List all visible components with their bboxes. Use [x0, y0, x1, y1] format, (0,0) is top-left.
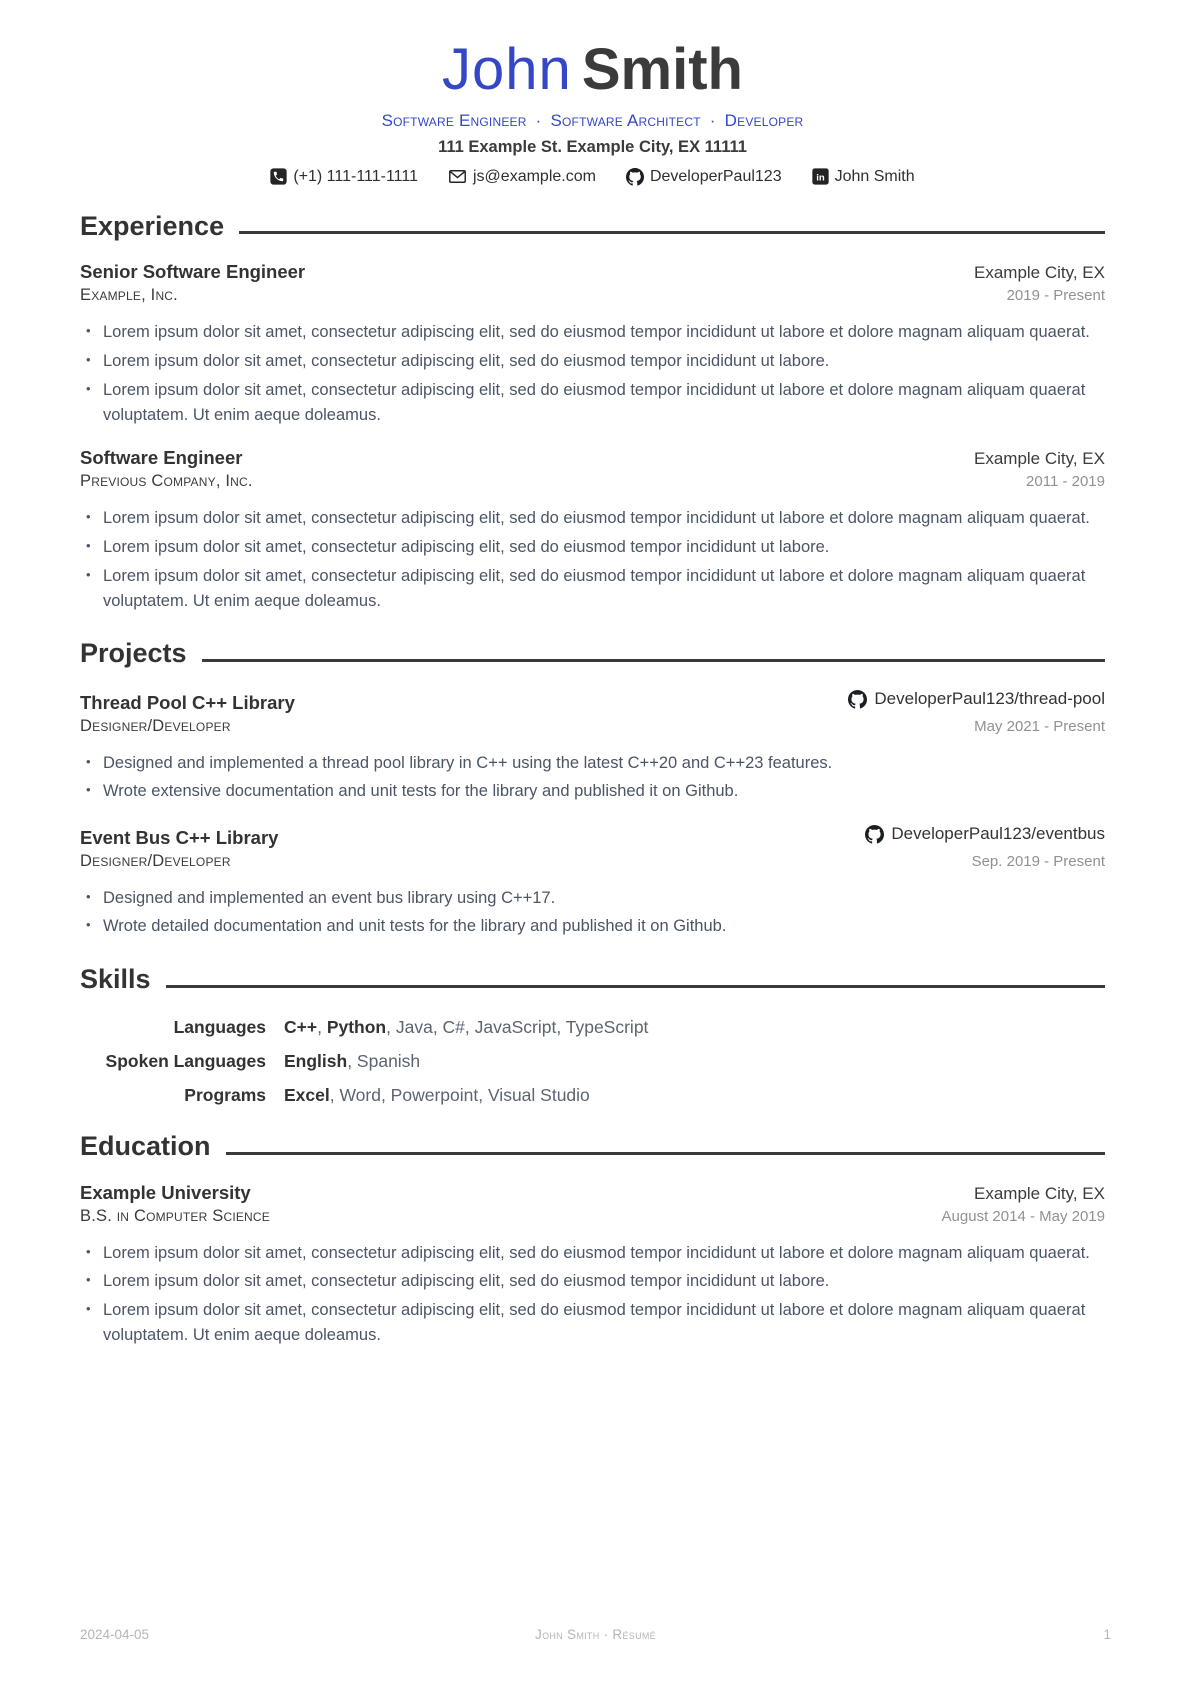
degree-name: B.S. in Computer Science — [80, 1206, 270, 1225]
job-titles — [80, 111, 1105, 131]
footer-title: John Smith · Résumé — [535, 1627, 656, 1642]
skill-item: , Java, C#, JavaScript, TypeScript — [386, 1016, 649, 1037]
bullet-item: • Wrote detailed documentation and unit tests for the library and published it on Github. — [86, 914, 1105, 939]
school-location: Example City, EX — [973, 1183, 1105, 1203]
bullet-item: • Lorem ipsum dolor sit amet, consectetur adipiscing elit, sed do eiusmod tempor incididunt ut labore. — [86, 535, 1105, 560]
project-name: Thread Pool C++ Library — [80, 691, 295, 713]
project-entry — [80, 824, 1105, 939]
linkedin-link[interactable] — [812, 168, 915, 186]
phone-icon — [270, 168, 287, 185]
section-education — [80, 1132, 1105, 1348]
section-header — [80, 639, 1105, 669]
skill-category: Spoken Languages — [105, 1050, 266, 1071]
repo-name: DeveloperPaul123/thread-pool — [874, 689, 1105, 709]
skill-item: English — [284, 1050, 348, 1071]
section-title: Projects — [80, 638, 187, 669]
svg-text:in: in — [815, 172, 825, 184]
repo-name: DeveloperPaul123/eventbus — [891, 824, 1105, 844]
project-dates: May 2021 - Present — [974, 717, 1105, 735]
company-name: Previous Company, Inc. — [80, 472, 253, 491]
entry-subheader-line — [80, 469, 1105, 491]
first-name: John — [442, 37, 572, 102]
job-title: Developer — [724, 110, 804, 130]
footer-date: 2024-04-05 — [80, 1627, 150, 1642]
project-repo-link[interactable] — [865, 824, 1105, 844]
github-username: DeveloperPaul123 — [649, 167, 782, 185]
job-title: Software Engineer — [381, 110, 527, 130]
section-experience — [80, 212, 1105, 614]
entry-header-line — [80, 824, 1105, 849]
company-name: Example, Inc. — [80, 286, 178, 305]
page-footer — [80, 1627, 1111, 1642]
job-dates: 2011 - 2019 — [1026, 473, 1105, 491]
contact-row — [80, 168, 1105, 186]
last-name: Smith — [581, 37, 743, 102]
job-dates: 2019 - Present — [1006, 287, 1105, 305]
bullet-item: • Lorem ipsum dolor sit amet, consectetur adipiscing elit, sed do eiusmod tempor incididunt ut labore et dolore magnam aliquam quaerat voluptatem. Ut enim aeque doleamus. — [86, 378, 1105, 428]
skill-values — [284, 1017, 1105, 1038]
bullet-item: • Lorem ipsum dolor sit amet, consectetur adipiscing elit, sed do eiusmod tempor incididunt ut labore et dolore magnam aliquam quaerat. — [86, 320, 1105, 345]
bullet-item: • Lorem ipsum dolor sit amet, consectetur adipiscing elit, sed do eiusmod tempor incididunt ut labore et dolore magnam aliquam quaerat voluptatem. Ut enim aeque doleamus. — [86, 1298, 1105, 1348]
section-projects — [80, 639, 1105, 939]
skill-item: Excel — [284, 1084, 330, 1105]
project-repo-link[interactable] — [848, 689, 1105, 709]
footer-page-number: 1 — [1103, 1627, 1112, 1642]
project-entry — [80, 689, 1105, 804]
project-role: Designer/Developer — [80, 716, 231, 735]
bullet-item: • Lorem ipsum dolor sit amet, consectetur adipiscing elit, sed do eiusmod tempor incididunt ut labore et dolore magnam aliquam quaerat. — [86, 1241, 1105, 1266]
entry-subheader-line — [80, 283, 1105, 305]
entry-header-line — [80, 689, 1105, 714]
phone-number: (+1) 111-111-1111 — [293, 167, 418, 185]
github-icon — [865, 825, 884, 844]
resume-header — [80, 38, 1105, 186]
github-icon — [848, 690, 867, 709]
full-name — [80, 38, 1105, 102]
job-bullets — [80, 506, 1105, 613]
section-rule — [202, 659, 1105, 662]
section-header — [80, 1132, 1105, 1162]
bullet-item: • Designed and implemented an event bus library using C++17. — [86, 886, 1105, 911]
github-link[interactable] — [626, 168, 782, 186]
project-bullets — [80, 751, 1105, 805]
experience-entry — [80, 261, 1105, 427]
entry-subheader-line — [80, 1204, 1105, 1226]
title-separator: · — [535, 110, 542, 130]
section-header — [80, 212, 1105, 242]
bullet-item: • Lorem ipsum dolor sit amet, consectetur adipiscing elit, sed do eiusmod tempor incididunt ut labore et dolore magnam aliquam quaerat voluptatem. Ut enim aeque doleamus. — [86, 564, 1105, 614]
section-rule — [226, 1152, 1105, 1155]
job-position: Senior Software Engineer — [80, 261, 306, 283]
section-rule — [166, 985, 1105, 988]
github-icon — [626, 168, 644, 186]
bullet-item: • Lorem ipsum dolor sit amet, consectetur adipiscing elit, sed do eiusmod tempor incididunt ut labore et dolore magnam aliquam quaerat. — [86, 506, 1105, 531]
entry-subheader-line — [80, 714, 1105, 736]
job-position: Software Engineer — [80, 447, 243, 469]
bullet-item: • Lorem ipsum dolor sit amet, consectetur adipiscing elit, sed do eiusmod tempor incididunt ut labore. — [86, 1269, 1105, 1294]
section-header — [80, 965, 1105, 995]
title-separator: · — [709, 110, 716, 130]
job-location: Example City, EX — [973, 449, 1105, 469]
section-rule — [239, 231, 1105, 234]
section-title: Skills — [80, 964, 151, 995]
skill-values — [284, 1051, 1105, 1072]
education-bullets — [80, 1241, 1105, 1348]
skill-item: C++ — [284, 1016, 318, 1037]
mail-icon — [448, 168, 467, 185]
job-location: Example City, EX — [973, 263, 1105, 283]
job-title: Software Architect — [550, 110, 701, 130]
entry-header-line — [80, 261, 1105, 283]
email-address: js@example.com — [473, 167, 596, 185]
education-dates: August 2014 - May 2019 — [941, 1207, 1105, 1225]
linkedin-icon — [812, 168, 829, 185]
skill-item: , Word, Powerpoint, Visual Studio — [329, 1084, 590, 1105]
education-entry — [80, 1182, 1105, 1348]
phone-link[interactable] — [270, 168, 418, 186]
entry-header-line — [80, 447, 1105, 469]
entry-subheader-line — [80, 849, 1105, 871]
project-role: Designer/Developer — [80, 851, 231, 870]
project-name: Event Bus C++ Library — [80, 826, 279, 848]
skill-item: Python — [326, 1016, 387, 1037]
project-dates: Sep. 2019 - Present — [971, 852, 1105, 870]
section-title: Experience — [80, 210, 225, 241]
school-name: Example University — [80, 1181, 251, 1203]
email-link[interactable] — [448, 168, 596, 186]
section-skills — [80, 965, 1105, 1106]
bullet-item: • Designed and implemented a thread pool library in C++ using the latest C++20 and C++23 features. — [86, 751, 1105, 776]
linkedin-name: John Smith — [834, 167, 915, 185]
project-bullets — [80, 886, 1105, 940]
job-bullets — [80, 320, 1105, 427]
section-title: Education — [80, 1130, 211, 1161]
bullet-item: • Wrote extensive documentation and unit tests for the library and published it on Github. — [86, 779, 1105, 804]
skill-values — [284, 1085, 1105, 1106]
entry-header-line — [80, 1182, 1105, 1204]
skill-item: , Spanish — [347, 1050, 421, 1071]
skill-category: Languages — [173, 1016, 266, 1037]
skill-category: Programs — [184, 1084, 266, 1105]
address-line: 111 Example St. Example City, EX 11111 — [438, 137, 747, 156]
skills-table — [80, 1017, 1105, 1106]
skill-item: , — [317, 1016, 327, 1037]
bullet-item: • Lorem ipsum dolor sit amet, consectetur adipiscing elit, sed do eiusmod tempor incididunt ut labore. — [86, 349, 1105, 374]
experience-entry — [80, 447, 1105, 613]
